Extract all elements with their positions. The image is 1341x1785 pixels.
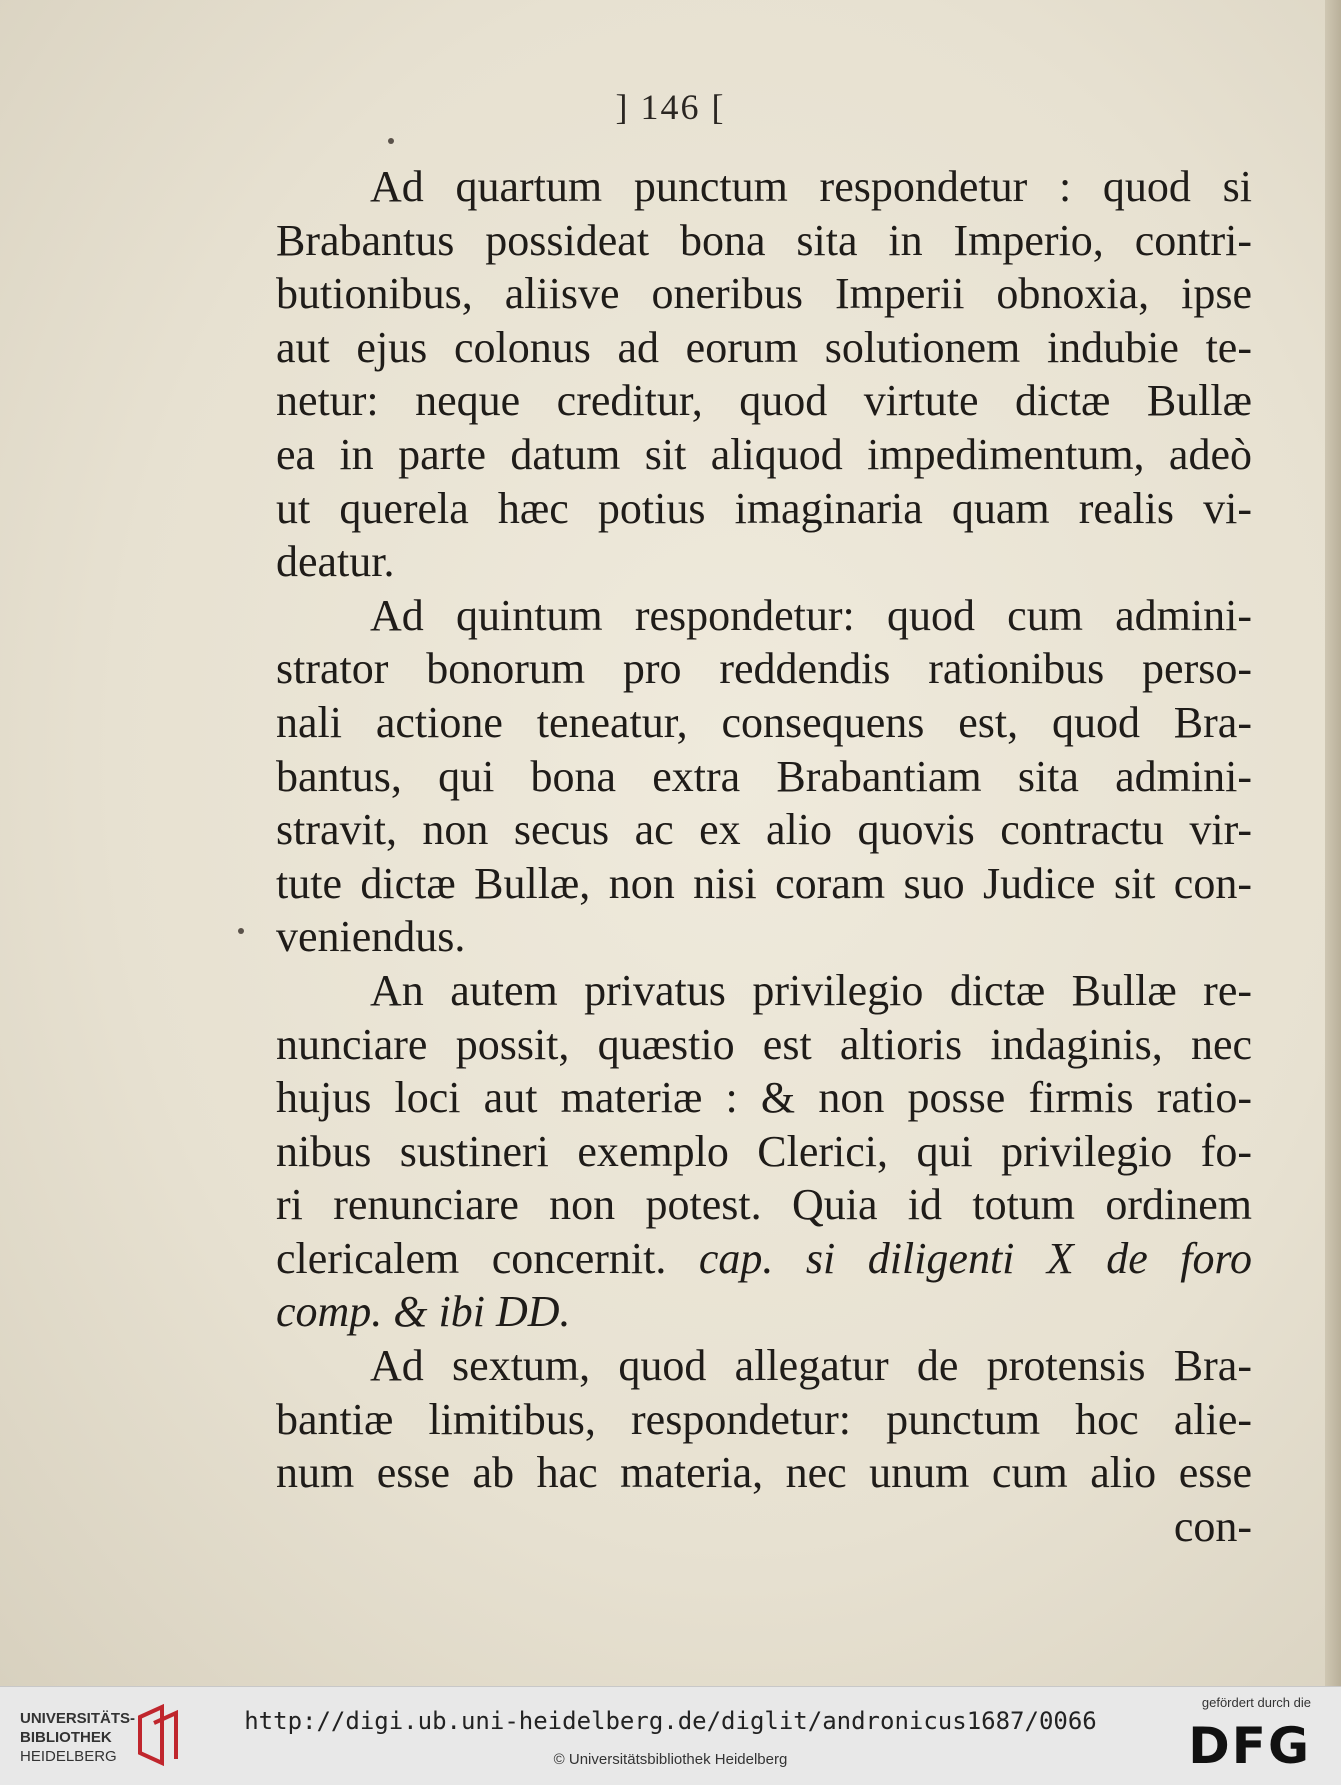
text-line [276,1393,1252,1447]
text-line [276,160,1252,214]
text-line [276,1178,1252,1232]
text-line [276,214,1252,268]
text-line-citation: comp. & ibi DD. [276,1287,571,1337]
text-line-main: con- [1173,1501,1252,1551]
text-line [276,1018,1252,1072]
text-line-main: ea in parte datum sit aliquod impedimentum, adeò [276,429,1252,479]
text-line-main: veniendus. [276,912,466,962]
text-line-citation: cap. si diligenti X de foro [698,1233,1253,1283]
text-line [276,1500,1252,1554]
text-line-main: nali actione teneatur, consequens est, quod Bra- [276,697,1252,747]
text-line-main: Ad quartum punctum respondetur : quod si [370,162,1252,211]
text-line [276,267,1252,321]
text-line-main: ri renunciare non potest. Quia id totum ordinem [276,1180,1252,1230]
text-line [276,803,1252,857]
text-line-main: nibus sustineri exemplo Clerici, qui privilegio fo- [276,1126,1252,1176]
text-line-main: bantiæ limitibus, respondetur: punctum hoc alie- [276,1394,1252,1444]
text-line [276,910,1252,964]
text-line [276,750,1252,804]
text-line-main: hujus loci aut materiæ : & non posse firmis ratio- [276,1073,1252,1123]
text-line [276,1125,1252,1179]
text-line-main: clericalem concernit. [276,1233,667,1283]
text-line-main: num esse ab hac materia, nec unum cum alio esse [276,1448,1252,1498]
text-line-main: Ad quintum respondetur: quod cum admini- [370,590,1252,640]
text-line [276,589,1252,643]
text-line [276,535,1252,589]
library-name-line3: HEIDELBERG [20,1748,117,1765]
library-name-line2: BIBLIOTHEK [20,1729,112,1746]
text-line-main: deatur. [276,537,395,587]
text-line-main: nunciare possit, quæstio est altioris indaginis, nec [276,1019,1252,1069]
text-line [276,1232,1252,1286]
ink-speck [238,928,244,934]
text-line [276,374,1252,428]
text-line [276,1339,1252,1393]
text-line [276,321,1252,375]
text-line [276,482,1252,536]
text-line [276,1446,1252,1500]
funder-label: gefördert durch die [1201,1695,1311,1710]
library-name-line1: UNIVERSITÄTS- [20,1710,136,1727]
text-line-main: stravit, non secus ac ex alio quovis contractu vir- [276,805,1252,855]
text-line-main: Ad sextum, quod allegatur de protensis Bra- [370,1341,1252,1391]
page-edge [1325,0,1341,1686]
text-line [276,1071,1252,1125]
text-line [276,1285,1252,1339]
text-line-main: ut querela hæc potius imaginaria quam realis vi- [276,483,1252,533]
text-line-main: netur: neque creditur, quod virtute dictæ Bullæ [276,376,1252,426]
text-line-main: bantus, qui bona extra Brabantiam sita admini- [276,751,1252,801]
text-line-main: aut ejus colonus ad eorum solutionem indubie te- [276,322,1252,372]
ink-speck [388,138,394,144]
viewer-footer [0,1686,1341,1785]
text-line [276,642,1252,696]
text-line [276,428,1252,482]
text-line-main: Brabantus possideat bona sita in Imperio, contri- [276,215,1252,265]
page-number: ] 146 [ [615,87,726,127]
text-line [276,857,1252,911]
text-line [276,964,1252,1018]
text-line-main: An autem privatus privilegio dictæ Bullæ re- [370,965,1252,1015]
text-line [276,696,1252,750]
permalink-url[interactable]: http://digi.ub.uni-heidelberg.de/diglit/andronicus1687/0066 [244,1707,1097,1735]
text-line-main: butionibus, aliisve oneribus Imperii obnoxia, ipse [276,269,1252,319]
copyright-notice: © Universitätsbibliothek Heidelberg [553,1751,788,1768]
text-line-main: tute dictæ Bullæ, non nisi coram suo Judice sit con- [276,858,1252,908]
body-text [276,160,1252,1553]
dfg-logo-icon[interactable]: DFG [1188,1717,1311,1775]
text-line-main: strator bonorum pro reddendis rationibus perso- [276,644,1252,694]
